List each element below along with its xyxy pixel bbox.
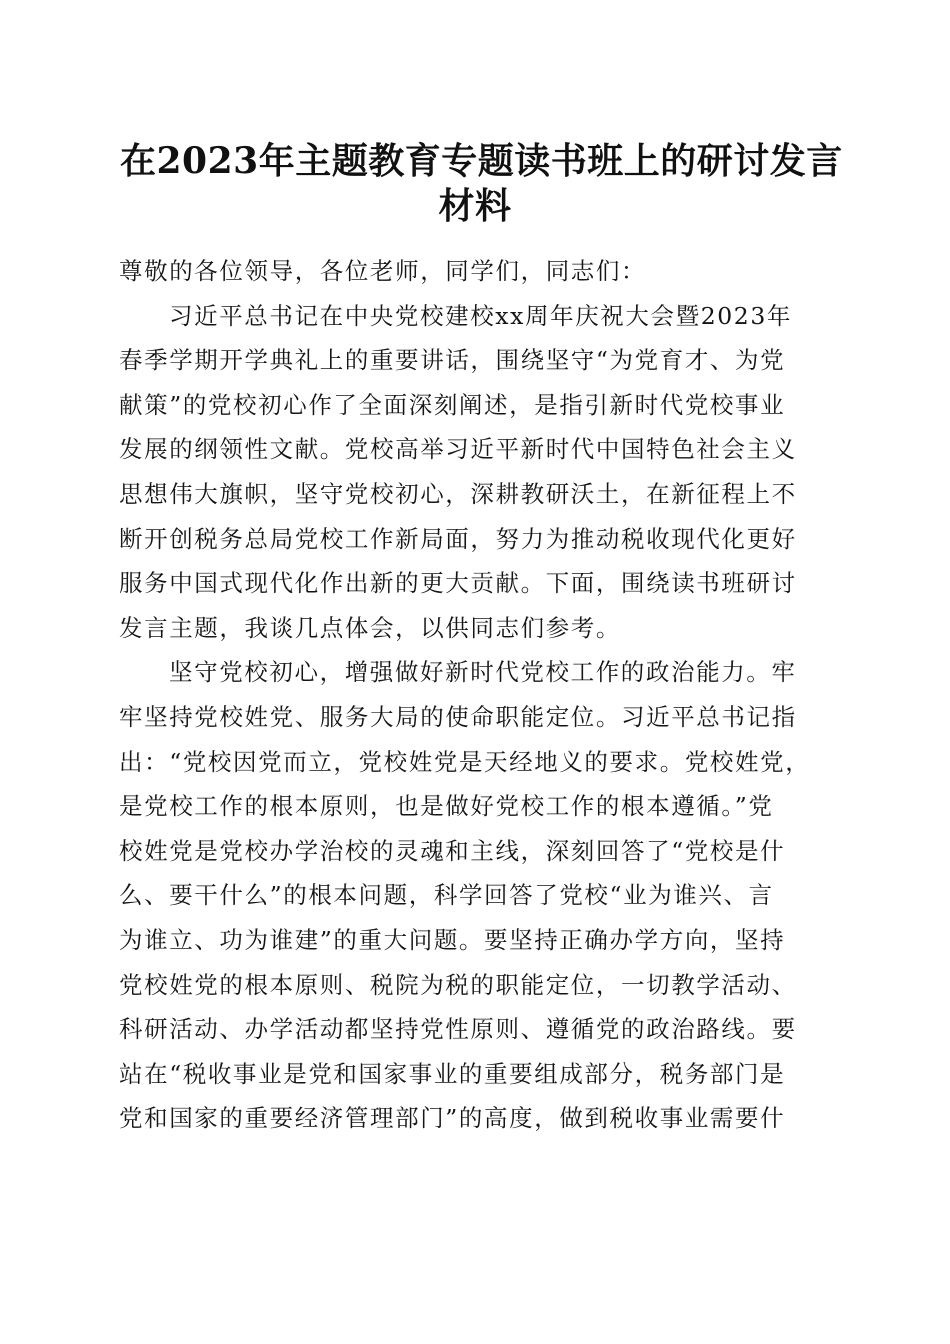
paragraph-line: 发言主题，我谈几点体会，以供同志们参考。 xyxy=(119,613,621,642)
salutation: 尊敬的各位领导，各位老师，同学们，同志们： xyxy=(119,257,647,285)
paragraph-line: 是党校工作的根本原则，也是做好党校工作的根本遵循。”党 xyxy=(119,792,774,821)
paragraph-line: 么、要干什么”的根本问题，科学回答了党校“业为谁兴、言 xyxy=(119,881,774,910)
paragraph-line: 党校姓党的根本原则、税院为税的职能定位，一切教学活动、 xyxy=(119,970,797,999)
paragraph-line: 出：“党校因党而立，党校姓党是天经地义的要求。党校姓党， xyxy=(119,747,811,776)
paragraph-line: 春季学期开学典礼上的重要讲话，围绕坚守“为党育才、为党 xyxy=(119,346,786,375)
paragraph-line: 科研活动、办学活动都坚持党性原则、遵循党的政治路线。要 xyxy=(119,1015,797,1044)
paragraph-line: 站在“税收事业是党和国家事业的重要组成部分，税务部门是 xyxy=(119,1059,786,1088)
paragraph-2 xyxy=(119,650,839,1141)
paragraph-line: 发展的纲领性文献。党校高举习近平新时代中国特色社会主义 xyxy=(119,435,797,464)
paragraph-line: 校姓党是党校办学治校的灵魂和主线，深刻回答了“党校是什 xyxy=(119,836,786,865)
paragraph-line: 思想伟大旗帜，坚守党校初心，深耕教研沃土，在新征程上不 xyxy=(119,479,797,508)
document-title-line-1: 在2023年主题教育专题读书班上的研讨发言 xyxy=(120,140,843,182)
paragraph-line: 服务中国式现代化作出新的更大贡献。下面，围绕读书班研讨 xyxy=(119,569,797,598)
paragraph-line: 断开创税务总局党校工作新局面，努力为推动税收现代化更好 xyxy=(119,524,797,553)
paragraph-line: 为谁立、功为谁建”的重大问题。要坚持正确办学方向，坚持 xyxy=(119,925,786,954)
paragraph-line: 牢坚持党校姓党、服务大局的使命职能定位。习近平总书记指 xyxy=(119,702,797,731)
paragraph-1 xyxy=(119,294,839,651)
document-body xyxy=(119,249,839,1141)
document-title-line-2: 材料 xyxy=(438,185,512,227)
paragraph-line: 坚守党校初心，增强做好新时代党校工作的政治能力。牢 xyxy=(169,658,797,687)
paragraph-line: 献策”的党校初心作了全面深刻阐述，是指引新时代党校事业 xyxy=(119,390,786,419)
paragraph-line: 习近平总书记在中央党校建校xx周年庆祝大会暨2023年 xyxy=(169,301,793,330)
paragraph-line: 党和国家的重要经济管理部门”的高度，做到税收事业需要什 xyxy=(119,1104,786,1133)
